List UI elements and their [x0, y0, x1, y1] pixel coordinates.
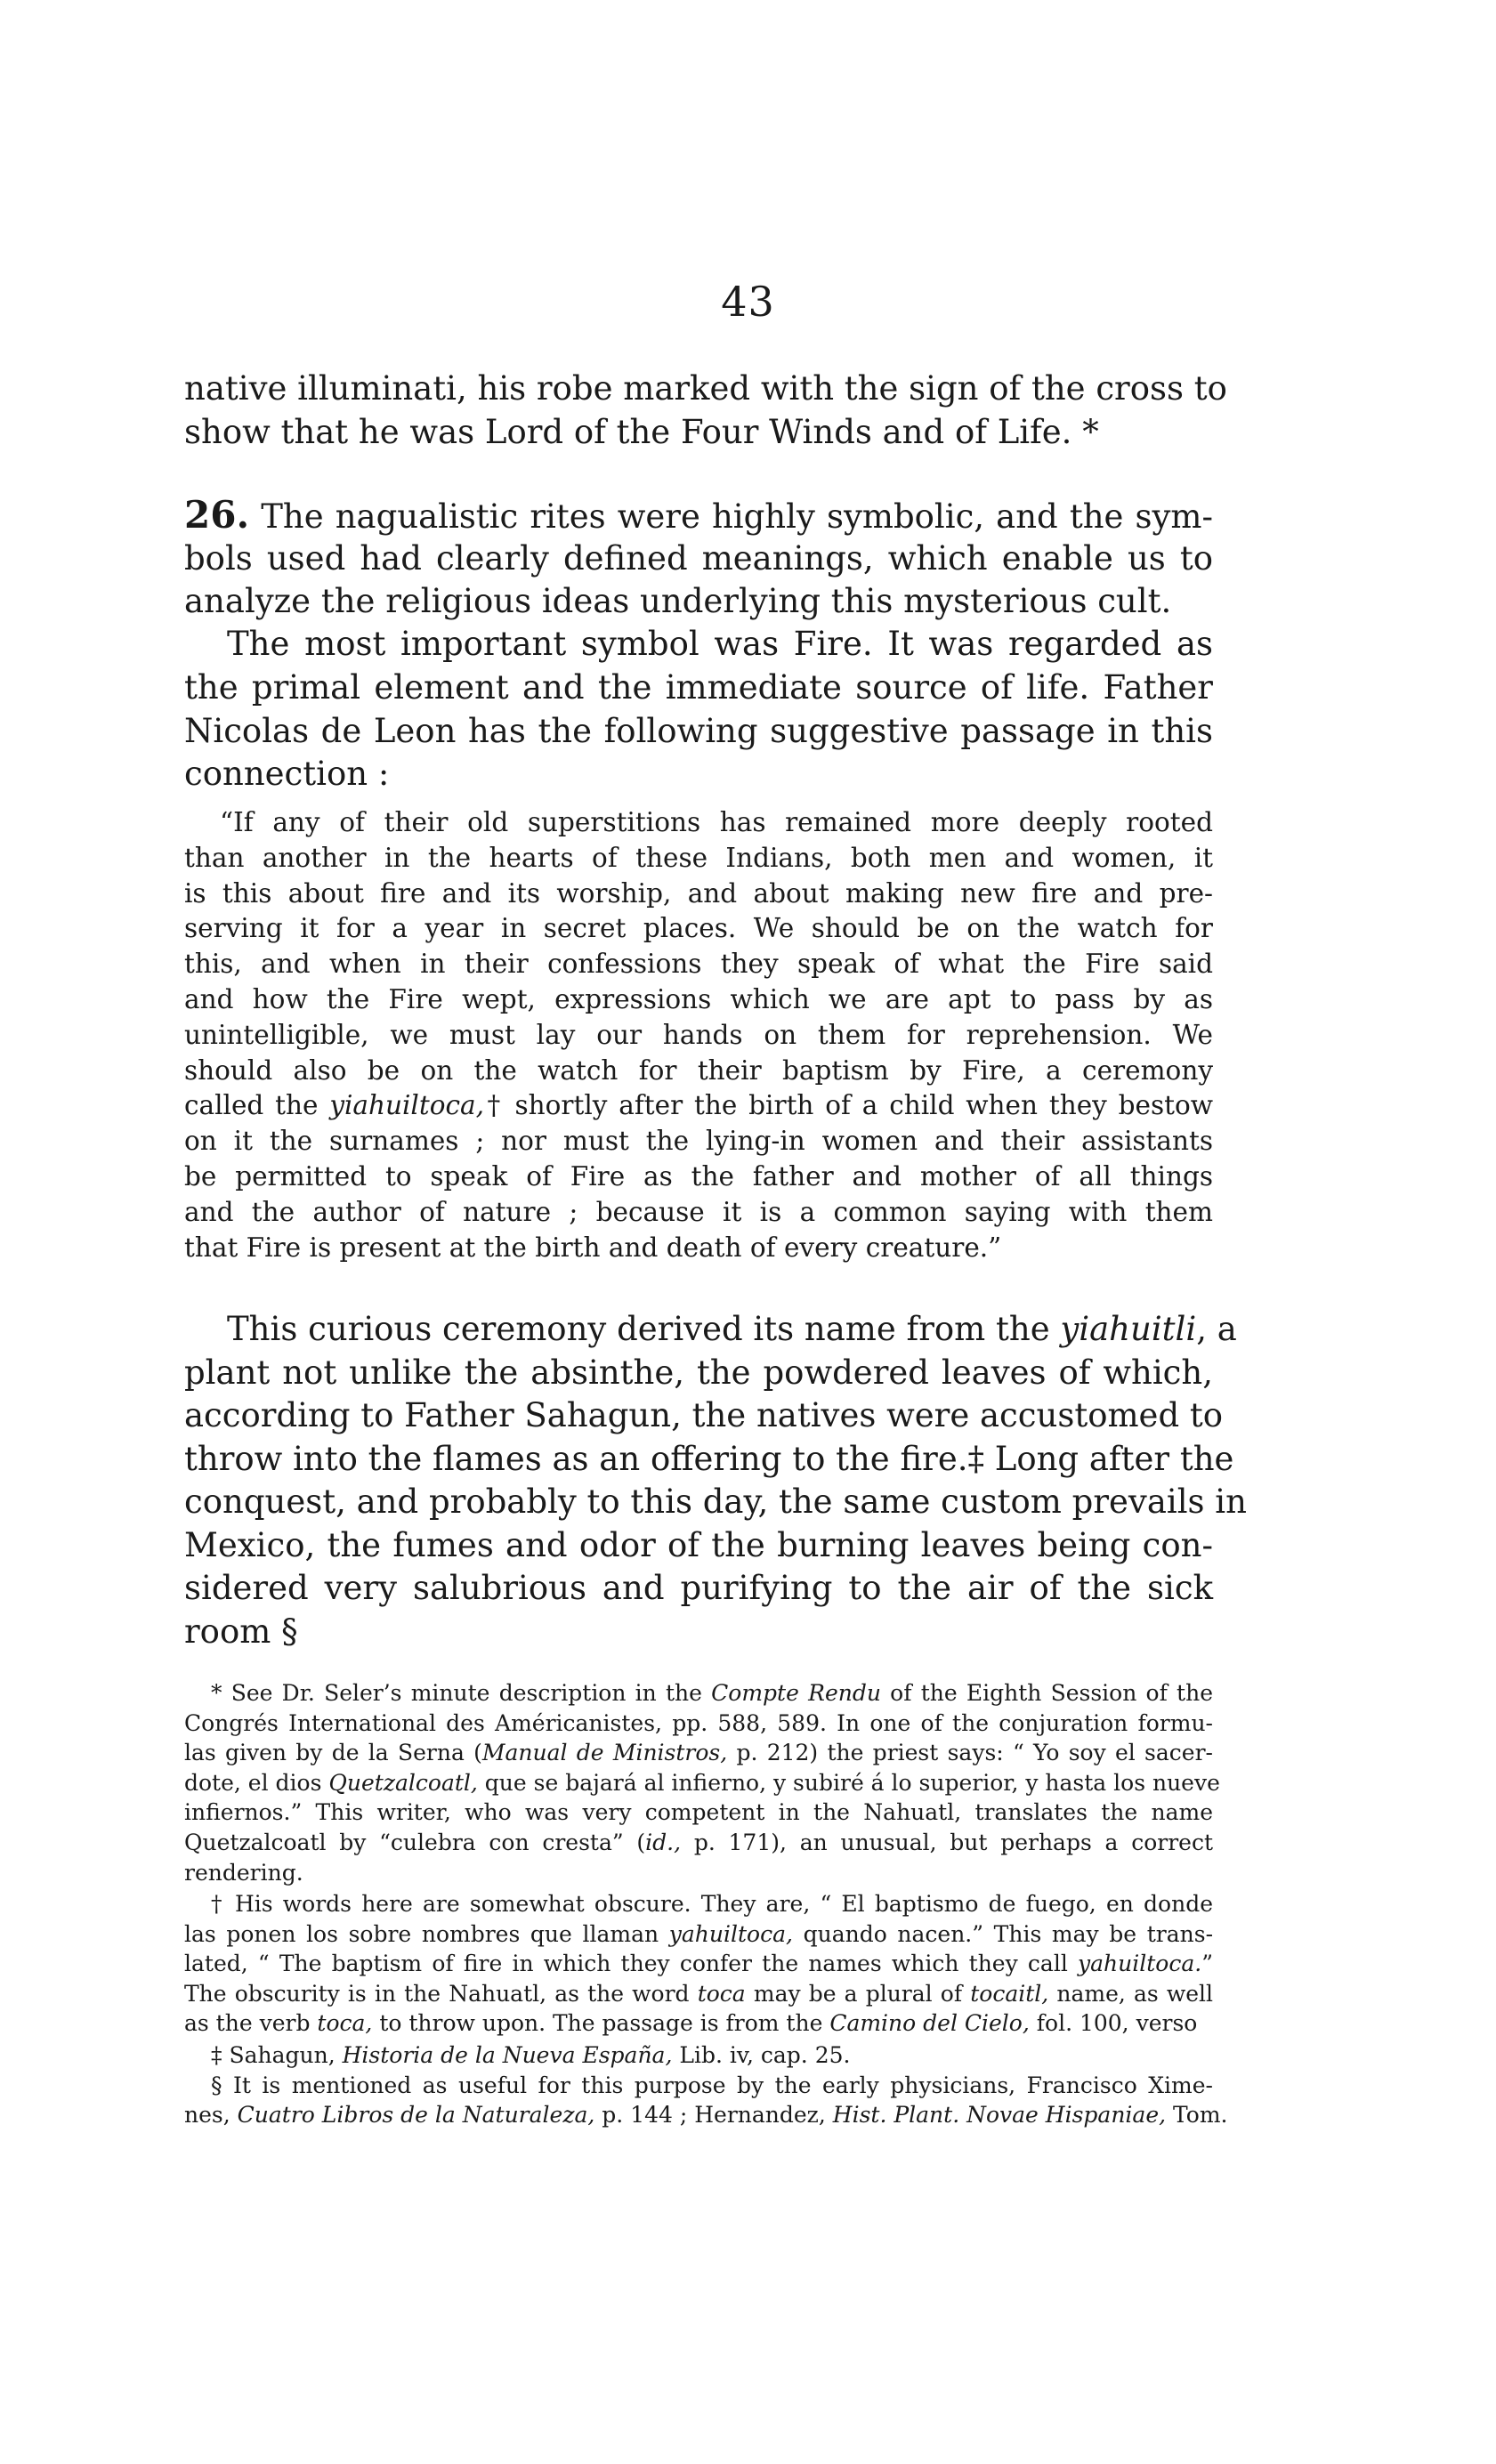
opening-paragraph	[184, 368, 1227, 454]
text-line: plant not unlike the absinthe, the powdered leaves of which,	[184, 1353, 1213, 1392]
italic-term: Quetzalcoatl,	[328, 1769, 478, 1796]
text-line: “If any of their old superstitions has remained more deeply rooted	[220, 807, 1213, 837]
text-span: las ponen los sobre nombres que llaman	[184, 1920, 659, 1947]
text-span: * See Dr. Seler’s minute description in the	[211, 1680, 702, 1706]
text-span: ”	[1201, 1951, 1213, 1977]
text-line: Congrés International des Américanistes, pp. 588, 589. In one of the conjuration formu-	[184, 1709, 1213, 1736]
text-span: of the Eighth Session of the	[890, 1680, 1213, 1706]
text-span: may be a plural of	[753, 1980, 963, 2007]
text-line: according to Father Sahagun, the natives were accustomed to	[184, 1396, 1224, 1434]
italic-term: Historia de la Nueva España,	[342, 2042, 673, 2068]
quotation-block	[184, 841, 1213, 1266]
text-line: † His words here are somewhat obscure. They are, “ El baptismo de fuego, en donde	[211, 1891, 1213, 1917]
ceremony-paragraph-cont	[184, 1352, 1247, 1654]
italic-term: id.,	[645, 1829, 682, 1855]
text-line: native illuminati, his robe marked with the sign of the cross to	[184, 369, 1227, 408]
text-span: as the verb	[184, 2010, 311, 2037]
text-line: unintelligible, we must lay our hands on them for reprehension. We	[184, 1019, 1213, 1050]
footnote-section-cont	[184, 2100, 1228, 2130]
text-line: throw into the flames as an offering to the fire.‡ Long after the	[184, 1439, 1234, 1478]
text-span: que se bajará al infierno, y subiré á lo superior, y hasta los nueve	[484, 1769, 1220, 1796]
italic-term: tocaitl,	[970, 1980, 1049, 2007]
text-span: name, as well	[1056, 1980, 1214, 2007]
text-span: to throw upon. The passage is from the	[379, 2010, 823, 2037]
section-number: 26.	[184, 493, 250, 537]
text-line: rendering.	[184, 1859, 303, 1886]
text-line: should also be on the watch for their baptism by Fire, a ceremony	[184, 1054, 1213, 1086]
italic-term: yahuiltoca,	[668, 1920, 793, 1947]
text-line: is this about fire and its worship, and about making new fire and pre-	[184, 877, 1213, 909]
text-line	[184, 1828, 1213, 1858]
text-line: on it the surnames ; nor must the lying-in women and their assistants	[184, 1126, 1213, 1157]
text-line: Nicolas de Leon has the following suggestive passage in this	[184, 711, 1213, 750]
text-line	[211, 1678, 1213, 1709]
page-number: 43	[721, 278, 775, 326]
text-span: fol. 100, verso	[1036, 2010, 1198, 2037]
italic-term: Cuatro Libros de la Naturaleza,	[237, 2102, 595, 2129]
text-line	[184, 1768, 1220, 1798]
italic-term: Compte Rendu	[711, 1680, 881, 1706]
text-span: p. 171), an unusual, but perhaps a correct	[693, 1829, 1213, 1855]
text-span: called the	[184, 1090, 319, 1121]
text-span: quando nacen.” This may be trans-	[803, 1920, 1214, 1947]
text-span: nes,	[184, 2102, 230, 2129]
text-span: Lib. iv, cap. 25.	[679, 2042, 851, 2068]
text-line: and how the Fire wept, expressions which we are apt to pass by as	[184, 983, 1213, 1014]
italic-term: toca,	[317, 2010, 373, 2037]
footnote-dagger-cont	[184, 1919, 1213, 2039]
text-line: than another in the hearts of these Indians, both men and women, it	[184, 842, 1213, 873]
italic-term: toca	[697, 1980, 746, 2007]
text-line: § It is mentioned as useful for this purpose by the early physicians, Francisco Xime-	[211, 2072, 1213, 2098]
text-span: Quetzalcoatl by “culebra con cresta” (	[184, 1829, 646, 1855]
text-span: The nagualistic rites were highly symbolic, and the sym-	[261, 497, 1214, 536]
text-span: Tom.	[1173, 2102, 1228, 2129]
text-line: room §	[184, 1612, 298, 1651]
text-span: p. 144 ; Hernandez,	[602, 2102, 826, 2129]
quotation-first-line	[220, 805, 1213, 841]
text-line: Mexico, the fumes and odor of the burning leaves being con-	[184, 1525, 1213, 1564]
text-span: p. 212) the priest says: “ Yo soy el sacer-	[736, 1740, 1213, 1766]
text-line	[211, 2040, 1213, 2071]
text-line: that Fire is present at the birth and death of every creature.”	[184, 1232, 1002, 1263]
text-line: sidered very salubrious and purifying to the air of the sick	[184, 1569, 1213, 1607]
italic-term: yiahuiltoca,	[329, 1090, 484, 1121]
text-line	[184, 1979, 1213, 2009]
text-line: conquest, and probably to this day, the same custom prevails in	[184, 1482, 1247, 1521]
text-line	[227, 1308, 1237, 1352]
text-line	[184, 1949, 1213, 1979]
text-span: † shortly after the birth of a child when they bestow	[483, 1090, 1213, 1121]
text-span: This curious ceremony derived its name from the	[227, 1310, 1050, 1348]
text-line: show that he was Lord of the Four Winds and of Life. *	[184, 412, 1099, 451]
italic-term: Manual de Ministros,	[481, 1740, 728, 1766]
fire-paragraph	[227, 623, 1213, 666]
text-line: bols used had clearly defined meanings, which enable us to	[184, 538, 1213, 578]
footnote-section	[211, 2071, 1213, 2101]
italic-term: yiahuitli	[1060, 1310, 1197, 1348]
footnote-dagger	[211, 1889, 1213, 1919]
text-line	[184, 1088, 1213, 1124]
italic-term: Camino del Cielo,	[829, 2010, 1030, 2037]
text-span: ‡ Sahagun,	[211, 2042, 336, 2068]
text-line: analyze the religious ideas underlying this mysterious cult.	[184, 582, 1172, 620]
text-span: lated, “ The baptism of fire in which they confer the names which they call	[184, 1951, 1068, 1977]
footnote-double-dagger	[211, 2040, 1213, 2071]
italic-term: yahuiltoca.	[1078, 1951, 1202, 1977]
text-span: dote, el dios	[184, 1769, 322, 1796]
text-line: connection :	[184, 755, 390, 793]
text-span: , a	[1196, 1310, 1237, 1348]
text-line: be permitted to speak of Fire as the father and mother of all things	[184, 1160, 1213, 1192]
text-line	[184, 2100, 1228, 2130]
text-line	[184, 1919, 1213, 1950]
fire-paragraph-cont	[184, 666, 1213, 796]
ceremony-paragraph	[227, 1308, 1237, 1352]
text-line: infiernos.” This writer, who was very competent in the Nahuatl, translates the name	[184, 1799, 1213, 1826]
text-line: the primal element and the immediate source of life. Father	[184, 668, 1213, 707]
footnote-star-cont	[184, 1709, 1220, 1888]
text-line	[184, 494, 1213, 537]
section-26-paragraph	[184, 494, 1213, 624]
footnote-star	[211, 1678, 1213, 1709]
text-line: this, and when in their confessions they speak of what the Fire said	[184, 949, 1213, 980]
text-line: serving it for a year in secret places. We should be on the watch for	[184, 913, 1213, 944]
text-span: The obscurity is in the Nahuatl, as the word	[184, 1980, 690, 2007]
italic-term: Hist. Plant. Novae Hispaniae,	[832, 2102, 1167, 2129]
text-span: las given by de la Serna (	[184, 1740, 482, 1766]
text-line	[184, 2008, 1213, 2039]
text-line: The most important symbol was Fire. It was regarded as	[227, 625, 1213, 663]
text-line	[184, 1738, 1213, 1768]
text-line: and the author of nature ; because it is a common saying with them	[184, 1196, 1213, 1227]
